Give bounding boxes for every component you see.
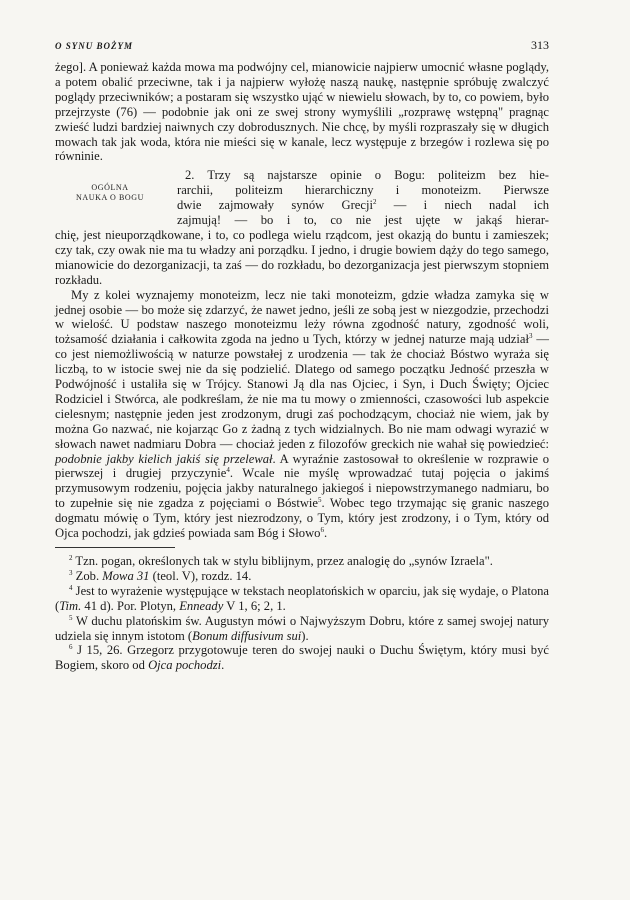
paragraph-3-text-6: . xyxy=(323,526,328,541)
section-2-line-3-text: dwie zajmowały synów Grecji xyxy=(177,198,373,213)
marginal-note xyxy=(55,183,165,203)
footnote-number: 4 xyxy=(69,583,73,592)
footnote-italic-2: Enneady xyxy=(179,598,224,613)
footnote-italic: Tim. xyxy=(59,598,82,613)
footnote-text: Zob. xyxy=(75,568,103,583)
footnote-italic: Ojca pochodzi xyxy=(148,658,222,673)
paragraph-3-text-2: — co jest niemożliwością w naturze powstałej z urodzenia — tak że chociaż Bóstwo wyraża się liczbą, to w istocie swej nie da się podzielić. Dlatego od samego początku Jedność przeszła w Podwójność i ustaliła się w Trójcy. Stanowi Ją dla nas Ojciec, i Syn, i Duch Święty; Ojciec Rodziciel i Stwórca, ale podkreślam, że nie ma tu mowy o zmienności, czasowości lub aspekcie cielesnym; następnie jeden jest zrodzonym, drugi zaś pochodzącym, chociaż nie wiem, jak by można Go nazwać, nie kojarząc Go z żadną z tych widzialnych. Bo nie mam odwagi wyrazić w słowach nawet nadmiaru Dobra — chociaż jeden z filozofów greckich nie wahał się powiedzieć: xyxy=(55,332,549,451)
section-2 xyxy=(55,168,549,287)
footnote-text-end: ). xyxy=(301,628,309,643)
footnote-italic: Bonum diffusivum sui xyxy=(192,628,302,643)
footnote-ref-2: 2 xyxy=(372,198,377,207)
footnote-text: Jest to wyrażenie występujące w tekstach neoplatońskich w oparciu, jak się wydaje, o Platona ( xyxy=(55,583,550,613)
footnote-ref-3: 3 xyxy=(528,332,533,341)
footnote-text-end: V 1, 6; 2, 1. xyxy=(223,598,286,613)
footnote-italic: Mowa 31 xyxy=(102,568,150,583)
footnote-ref-4: 4 xyxy=(226,466,230,475)
footnotes xyxy=(55,554,549,673)
marginal-note-line-1: OGÓLNA xyxy=(91,183,129,193)
footnote-2 xyxy=(55,554,549,569)
footnote-text-end: . xyxy=(221,658,225,673)
footnote-3 xyxy=(55,569,549,584)
paragraph-3-quote: podobnie jakby kielich jakiś się przelewał xyxy=(55,451,273,466)
footnote-4 xyxy=(55,584,549,614)
paragraph-3-text-4: . Wcale nie myślę wprowadzać tutaj pojęcia o jakimś przymusowym rodzeniu, pojęcia jakby naturalnego jakiegoś i niepowstrzymanego nadmiaru, bo to zupełnie się nie zgadza z pojęciami o Bóstwie xyxy=(55,466,549,511)
section-2-line-3-text-b: — i niech nadal ich xyxy=(376,198,550,213)
footnote-5 xyxy=(55,614,549,644)
footnote-text-end: (teol. V), rozdz. 14. xyxy=(149,568,252,583)
paragraph-3-text-5: . Wobec tego trzymając się granic naszego dogmatu mówię o Tym, który jest niezrodzony, o Tym, który jest zrodzony, i o Tym, który od Ojca pochodzi, jak gdzieś powiada sam Bóg i Słowo xyxy=(55,496,549,541)
footnote-ref-5: 5 xyxy=(318,496,322,505)
page-content xyxy=(55,38,549,673)
footnote-number: 5 xyxy=(69,613,73,622)
page-number: 313 xyxy=(531,38,549,52)
marginal-note-line-2: NAUKA O BOGU xyxy=(75,193,145,203)
section-2-line-3 xyxy=(177,198,549,213)
paragraph-3-text-3: . A wyraźnie zastosował to określenie w rozprawie o pierwszej i drugiej przyczynie xyxy=(55,451,549,481)
footnote-text: J 15, 26. Grzegorz przygotowuje teren do swojej nauki o Duchu Świętym, który musi być Bogiem, skoro od xyxy=(55,643,549,673)
footnote-text: Tzn. pogan, określonych tak w stylu biblijnym, przez analogię do „synów Izraela". xyxy=(75,554,493,568)
footnote-ref-6: 6 xyxy=(320,526,324,535)
footnote-6 xyxy=(55,643,549,673)
page-header xyxy=(55,38,549,60)
running-head: O SYNU BOŻYM xyxy=(55,41,134,51)
section-2-body: chię, jest nieuporządkowane, i to, co podlega wielu rządcom, jest okazją do buntu i zamieszek; czy tak, czy owak nie ma tu władzy ani porządku. I jedno, i drugie bowiem dąży do tego samego, mianowicie do dezorganizacji, ta zaś — do rozkładu, bo dezorganizacja jest pierwszym stopniem rozkładu. xyxy=(55,227,549,287)
footnote-number: 3 xyxy=(69,568,73,577)
footnote-divider xyxy=(55,547,175,548)
footnote-number: 2 xyxy=(69,554,73,562)
footnote-text: W duchu platońskim św. Augustyn mówi o Najwyższym Dobru, które z samej swojej natury udziela się innym istotom ( xyxy=(55,613,550,643)
paragraph-1: żego]. A ponieważ każda mowa ma podwójny cel, mianowicie najpierw umocnić własne poglądy, a potem obalić przeciwne, tak i ja najpierw wyłożę naszą naukę, następnie spróbuję zwalczyć poglądy przeciwników; a postaram się wszystko ująć w niewielu słowach, by to, co powiem, było przejrzyste (76) — podobnie jak oni ze swej strony wymyślili „rozprawę wstępną" pragnąc zwieść ludzi bardziej naiwnych czy dobrodusznych. Nie chcę, by myśli rozpraszały się w długich mowach tak jak woda, która nie mieści się w kanale, lecz występuje z brzegów i rozlewa się po równinie. xyxy=(55,60,549,164)
footnote-number: 6 xyxy=(69,643,73,652)
paragraph-3-text-1: My z kolei wyznajemy monoteizm, lecz nie taki monoteizm, gdzie władza zamyka się w jednej osobie — bo może się zdarzyć, że nawet jedno, jeśli ze sobą jest w niezgodzie, przechodzi w wielość. U podstaw naszego monoteizmu leży równa zgodność natury, zgodność woli, tożsamość działania i całkowita zgoda na jedno u Tych, którzy w jednej naturze mają udział xyxy=(55,287,549,347)
footnote-text-mid: 41 d). Por. Plotyn, xyxy=(81,598,180,613)
section-2-line-1: 2. Trzy są najstarsze opinie o Bogu: politeizm bez hie- xyxy=(185,168,549,183)
paragraph-3 xyxy=(55,288,549,541)
section-2-line-2: rarchii, politeizm hierarchiczny i monoteizm. Pierwsze xyxy=(177,183,549,198)
section-2-line-4: zajmują! — bo i to, co nie jest ujęte w jakąś hierar- xyxy=(177,213,549,228)
